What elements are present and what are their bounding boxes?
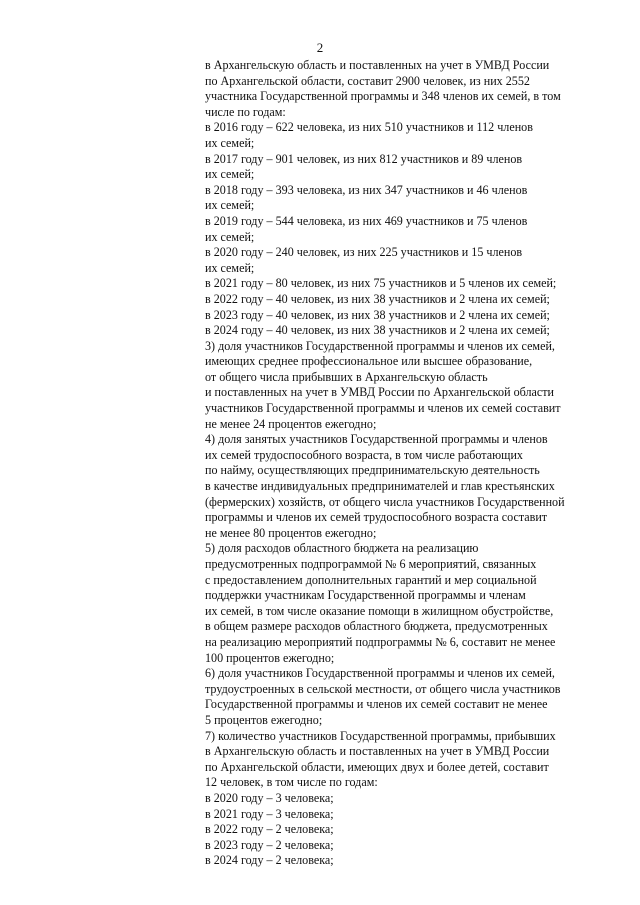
text-line: в общем размере расходов областного бюджета, предусмотренных — [205, 619, 548, 634]
text-line: 4) доля занятых участников Государственной программы и членов — [205, 432, 548, 447]
text-line: в 2022 году – 40 человек, из них 38 участников и 2 члена их семей; — [205, 291, 550, 306]
text-line: по Архангельской области, составит 2900 человек, из них 2552 — [205, 73, 530, 88]
text-line: в Архангельскую область и поставленных на учет в УМВД России — [205, 744, 550, 759]
text-line: 5) доля расходов областного бюджета на реализацию — [205, 541, 479, 556]
text-line: трудоустроенных в сельской местности, от общего числа участников — [205, 681, 561, 696]
text-line: их семей; — [205, 198, 255, 213]
text-line: в 2020 году – 3 человека; — [205, 790, 334, 805]
text-line: и поставленных на учет в УМВД России по Архангельской области — [205, 385, 555, 400]
text-line: (фермерских) хозяйств, от общего числа участников Государственной — [205, 494, 565, 509]
document-body — [205, 58, 605, 869]
text-line: 12 человек, в том числе по годам: — [205, 775, 378, 790]
text-line: Государственной программы и членов их семей составит не менее — [205, 697, 548, 712]
text-line: в 2020 году – 240 человек, из них 225 участников и 15 членов — [205, 245, 523, 260]
text-line: программы и членов их семей трудоспособного возраста составит — [205, 510, 548, 525]
text-line: по Архангельской области, имеющих двух и более детей, составит — [205, 759, 549, 774]
text-line: в 2019 году – 544 человека, из них 469 участников и 75 членов — [205, 213, 528, 228]
text-line: 5 процентов ежегодно; — [205, 712, 323, 727]
text-line: их семей; — [205, 260, 255, 275]
text-line: в 2016 году – 622 человека, из них 510 участников и 112 членов — [205, 120, 533, 135]
text-line: предусмотренных подпрограммой № 6 мероприятий, связанных — [205, 557, 537, 571]
text-line: 3) доля участников Государственной программы и членов их семей, — [205, 338, 555, 353]
text-line: их семей трудоспособного возраста, в том числе работающих — [205, 447, 523, 462]
text-line: их семей; — [205, 229, 255, 244]
text-line: 7) количество участников Государственной программы, прибывших — [205, 728, 556, 743]
text-line: в 2024 году – 2 человека; — [205, 853, 334, 868]
text-line: имеющих среднее профессиональное или высшее образование, — [205, 354, 533, 369]
text-line: от общего числа прибывших в Архангельскую область — [205, 369, 488, 384]
text-line: в качестве индивидуальных предпринимателей и глав крестьянских — [205, 479, 555, 494]
text-line: в 2024 году – 40 человек, из них 38 участников и 2 члена их семей; — [205, 323, 550, 338]
text-line: участника Государственной программы и 348 членов их семей, в том — [205, 89, 561, 104]
text-line: участников Государственной программы и членов их семей составит — [205, 401, 561, 416]
text-line: их семей; — [205, 135, 255, 150]
page-number: 2 — [316, 40, 324, 55]
text-line: в Архангельскую область и поставленных на учет в УМВД России — [205, 58, 550, 72]
text-line: в 2023 году – 2 человека; — [205, 837, 334, 852]
text-line: числе по годам: — [205, 104, 286, 119]
text-line: в 2021 году – 3 человека; — [205, 806, 334, 821]
text-line: в 2017 году – 901 человек, из них 812 участников и 89 членов — [205, 151, 523, 166]
text-line: по найму, осуществляющих предпринимательскую деятельность — [205, 463, 540, 478]
text-line: с предоставлением дополнительных гарантий и мер социальной — [205, 572, 537, 587]
text-line: в 2022 году – 2 человека; — [205, 822, 334, 837]
text-line: 100 процентов ежегодно; — [205, 650, 335, 665]
text-line: в 2021 году – 80 человек, из них 75 участников и 5 членов их семей; — [205, 276, 557, 291]
text-line: 6) доля участников Государственной программы и членов их семей, — [205, 666, 555, 681]
text-line: в 2023 году – 40 человек, из них 38 участников и 2 члена их семей; — [205, 307, 550, 322]
text-line: их семей; — [205, 167, 255, 182]
text-line: не менее 80 процентов ежегодно; — [205, 525, 377, 540]
text-line: не менее 24 процентов ежегодно; — [205, 416, 377, 431]
text-line: на реализацию мероприятий подпрограммы № 6, составит не менее — [205, 634, 556, 649]
text-line: их семей, в том числе оказание помощи в жилищном обустройстве, — [205, 603, 554, 618]
text-line: в 2018 году – 393 человека, из них 347 участников и 46 членов — [205, 182, 528, 197]
text-line: поддержки участникам Государственной программы и членам — [205, 588, 526, 603]
